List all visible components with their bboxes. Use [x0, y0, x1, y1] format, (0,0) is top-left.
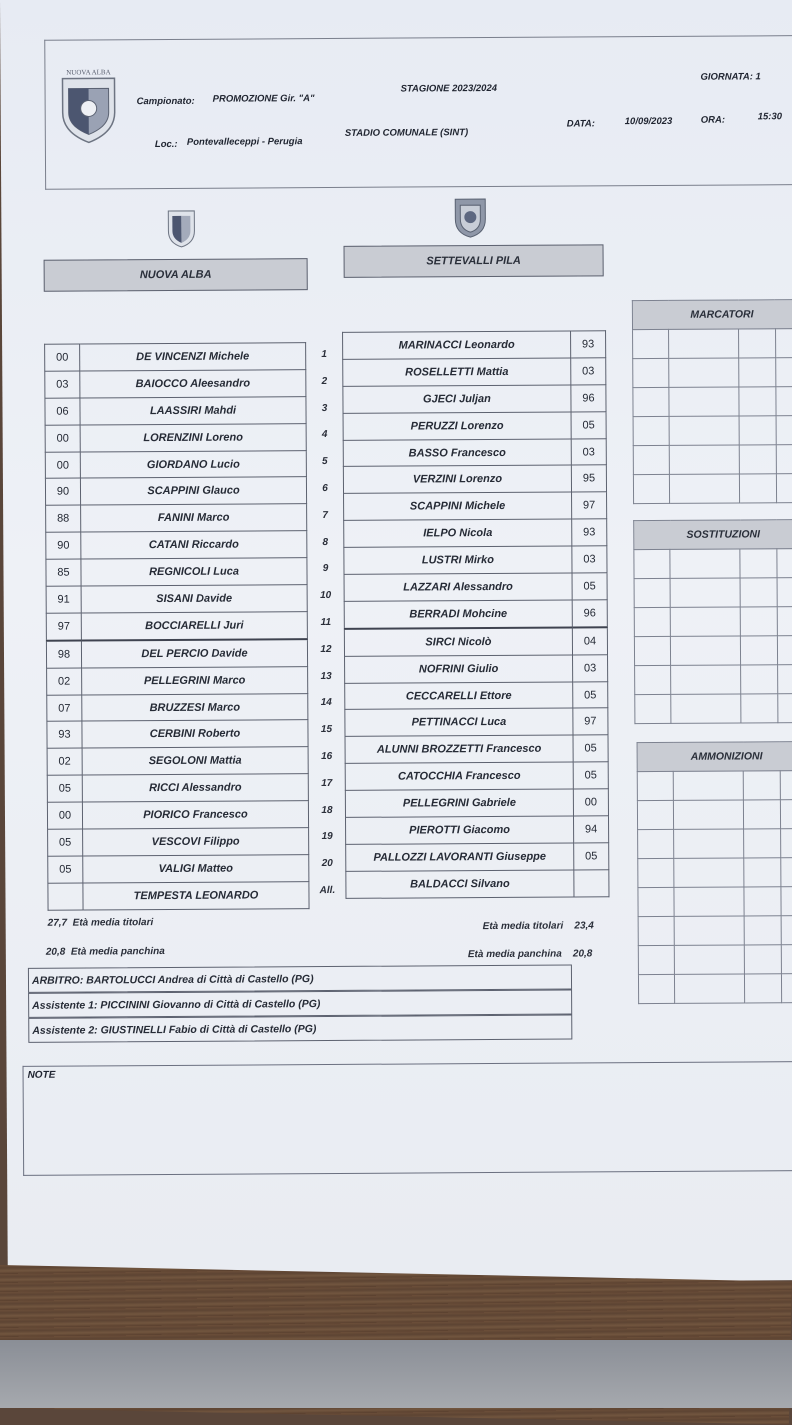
panel-cell: [638, 916, 675, 945]
panel-cell: [777, 607, 792, 636]
player-name: GJECI Juljan: [343, 385, 571, 413]
panel-cell: [739, 416, 776, 445]
player-name: PETTINACCI Luca: [345, 708, 573, 736]
panel-cell: [781, 887, 792, 916]
panel-row: [637, 771, 792, 801]
player-year: 97: [46, 613, 81, 641]
shirt-number: 16: [321, 750, 333, 763]
player-row: [344, 600, 607, 629]
player-name: FANINI Marco: [81, 504, 307, 532]
panel-cell: [670, 445, 740, 474]
player-row: [47, 666, 308, 694]
player-row: [47, 801, 308, 829]
panel-cell: [671, 607, 741, 636]
panel-cell: [635, 665, 672, 694]
panel-cell: [671, 665, 741, 694]
player-year: 91: [46, 586, 81, 613]
panel-cell: [675, 916, 745, 945]
panel-row: [634, 549, 792, 579]
logo-text: NUOVA ALBA: [66, 68, 111, 77]
panel-cell: [740, 578, 777, 607]
panel-cell: [669, 387, 739, 416]
panel-row: [633, 445, 792, 475]
away-avg-titolari: Età media titolari 23,4: [482, 920, 594, 933]
panel-cell: [741, 636, 778, 665]
panel-cell: [633, 358, 670, 387]
panel-cell: [777, 665, 792, 694]
player-year: 07: [47, 695, 82, 722]
shirt-number: 14: [320, 697, 332, 709]
panel-cell: [741, 665, 778, 694]
player-year: 95: [571, 465, 606, 492]
player-row: [344, 627, 607, 656]
panel-row: [638, 945, 792, 975]
data-label: DATA:: [566, 118, 595, 130]
player-name: GIORDANO Lucio: [80, 450, 306, 478]
shirt-number: 10: [320, 590, 332, 602]
panel-cell: [781, 916, 792, 945]
player-row: [48, 855, 309, 883]
player-year: 05: [572, 573, 607, 600]
player-row: [46, 558, 307, 586]
player-year: 85: [46, 559, 81, 586]
player-name: VESCOVI Filippo: [83, 828, 309, 856]
panel-row: [633, 416, 792, 446]
player-row: [47, 693, 308, 721]
player-year: 05: [571, 411, 606, 438]
player-year: 05: [573, 681, 608, 708]
player-year: 03: [572, 546, 607, 573]
panel-cell: [674, 771, 744, 800]
panel-row: [634, 607, 792, 637]
panel-cell: [634, 636, 671, 665]
player-row: [45, 477, 306, 505]
player-row: [343, 385, 606, 413]
panel-cell: [744, 800, 781, 829]
player-name: BERRADI Mohcine: [344, 600, 572, 629]
player-row: [343, 438, 606, 466]
player-name: PELLEGRINI Marco: [82, 666, 308, 694]
player-year: 90: [46, 532, 81, 559]
player-row: [47, 774, 308, 802]
arbitro-row: ARBITRO: BARTOLUCCI Andrea di Città di Castello (PG): [28, 965, 572, 993]
player-row: [344, 492, 607, 520]
panel-cell: [675, 974, 745, 1003]
shirt-number: 4: [321, 429, 328, 441]
player-year: 05: [573, 762, 608, 789]
shirt-number: 12: [320, 643, 332, 655]
shirt-number: 2: [321, 375, 328, 387]
player-year: 05: [47, 775, 82, 802]
player-name: BRUZZESI Marco: [82, 693, 308, 721]
panel-cell: [635, 694, 672, 723]
player-name: REGNICOLI Luca: [81, 558, 307, 586]
player-row: [46, 612, 307, 641]
panel-cell: [670, 578, 740, 607]
panel-cell: [674, 800, 744, 829]
player-name: BAIOCCO Aleesandro: [80, 370, 306, 398]
player-year: 90: [45, 478, 80, 505]
panel-cell: [638, 858, 675, 887]
player-name: LAZZARI Alessandro: [344, 573, 572, 601]
home-team-name: NUOVA ALBA: [44, 258, 308, 292]
away-team-logo-icon: [451, 193, 489, 239]
player-year: 00: [45, 452, 80, 479]
player-name: PERUZZI Lorenzo: [343, 412, 571, 440]
player-year: 00: [573, 789, 608, 816]
shirt-number: 18: [321, 804, 333, 816]
marcatori-heading: MARCATORI: [632, 300, 792, 330]
panel-cell: [781, 945, 792, 974]
panel-cell: [637, 771, 674, 800]
shirt-number: 1: [321, 349, 327, 361]
shirt-number: 7: [322, 509, 328, 521]
panel-row: [633, 329, 792, 359]
shirt-number: 13: [320, 670, 332, 682]
player-name: NOFRINI Giulio: [345, 655, 573, 683]
panel-cell: [775, 358, 792, 387]
panel-cell: [674, 858, 744, 887]
panel-cell: [670, 474, 740, 503]
panel-cell: [745, 974, 782, 1003]
panel-cell: [740, 549, 777, 578]
panel-cell: [634, 607, 671, 636]
panel-cell: [775, 387, 792, 416]
panel-cell: [739, 445, 776, 474]
player-row: [345, 681, 608, 709]
panel-cell: [775, 329, 792, 358]
player-row: [345, 708, 608, 736]
floor: [0, 1340, 792, 1408]
header-box: [44, 35, 792, 190]
sostituzioni-panel: [633, 519, 792, 724]
campionato-label: Campionato:: [136, 95, 195, 108]
player-name: DEL PERCIO Davide: [81, 639, 307, 668]
note-label: NOTE: [27, 1069, 56, 1081]
player-row: [346, 843, 609, 871]
player-year: 00: [45, 425, 80, 452]
loc-label: Loc.:: [154, 138, 178, 151]
player-name: CECCARELLI Ettore: [345, 682, 573, 710]
player-name: BALDACCI Silvano: [346, 870, 574, 898]
player-name: CATANI Riccardo: [81, 531, 307, 559]
player-row: [45, 370, 306, 398]
player-name: PELLEGRINI Gabriele: [345, 789, 573, 817]
player-year: 97: [572, 492, 607, 519]
player-year: 05: [573, 735, 608, 762]
player-year: 96: [572, 600, 607, 628]
player-name: TEMPESTA LEONARDO: [83, 881, 309, 909]
shirt-number: 3: [321, 402, 328, 414]
player-name: ROSELLETTI Mattia: [343, 358, 571, 386]
player-row: [345, 654, 608, 682]
panel-cell: [780, 800, 792, 829]
data-value: 10/09/2023: [624, 115, 673, 128]
player-row: [46, 531, 307, 559]
player-year: 93: [572, 519, 607, 546]
panel-cell: [744, 916, 781, 945]
panel-cell: [776, 445, 792, 474]
player-name: MARINACCI Leonardo: [343, 331, 571, 359]
panel-cell: [744, 945, 781, 974]
player-name: SCAPPINI Michele: [344, 492, 572, 520]
player-name: LUSTRI Mirko: [344, 546, 572, 574]
panel-row: [638, 829, 792, 859]
panel-cell: [744, 887, 781, 916]
player-row: [48, 828, 309, 856]
player-row: [47, 720, 308, 748]
panel-cell: [633, 329, 670, 358]
shirt-number: 20: [321, 858, 333, 870]
player-name: SCAPPINI Glauco: [80, 477, 306, 505]
panel-cell: [671, 636, 741, 665]
panel-cell: [633, 445, 670, 474]
panel-cell: [669, 358, 739, 387]
panel-row: [633, 387, 792, 417]
shirt-number: 15: [320, 724, 333, 736]
player-year: 88: [46, 505, 81, 532]
player-name: IELPO Nicola: [344, 519, 572, 547]
panel-cell: [739, 358, 776, 387]
panel-cell: [777, 578, 792, 607]
player-year: 98: [46, 640, 81, 668]
panel-cell: [669, 416, 739, 445]
panel-cell: [637, 800, 674, 829]
player-row: [344, 573, 607, 601]
shirt-number: All.: [319, 884, 336, 897]
player-row: [46, 639, 307, 668]
player-row: [46, 585, 307, 613]
panel-cell: [633, 387, 670, 416]
player-row: [345, 735, 608, 763]
player-name: CATOCCHIA Francesco: [345, 762, 573, 790]
player-row: [346, 870, 609, 898]
shirt-number: 9: [322, 563, 329, 575]
player-name: PALLOZZI LAVORANTI Giuseppe: [346, 843, 574, 871]
marcatori-panel: [632, 299, 792, 504]
player-year: 96: [571, 385, 606, 412]
player-row: [47, 747, 308, 775]
shirt-numbers: [308, 342, 343, 905]
player-year: 05: [48, 856, 83, 883]
panel-cell: [777, 636, 792, 665]
player-row: [45, 450, 306, 478]
stagione-label: STAGIONE 2023/2024: [400, 82, 498, 95]
panel-cell: [674, 887, 744, 916]
panel-cell: [776, 549, 792, 578]
panel-cell: [633, 416, 670, 445]
panel-cell: [740, 607, 777, 636]
panel-cell: [634, 549, 671, 578]
panel-cell: [743, 771, 780, 800]
player-name: RICCI Alessandro: [82, 774, 308, 802]
player-name: DE VINCENZI Michele: [80, 343, 306, 371]
player-year: 00: [45, 344, 80, 371]
panel-cell: [776, 416, 792, 445]
assistente-2-row: Assistente 2: GIUSTINELLI Fabio di Città di Castello (PG): [28, 1015, 572, 1043]
panel-cell: [739, 387, 776, 416]
player-row: [343, 465, 606, 493]
player-row: [345, 762, 608, 790]
shirt-number: 17: [321, 777, 333, 789]
player-row: [343, 411, 606, 439]
campionato-value: PROMOZIONE Gir. "A": [212, 93, 315, 105]
player-row: [45, 343, 306, 371]
panel-cell: [740, 474, 777, 503]
player-year: 05: [574, 843, 609, 870]
player-name: BASSO Francesco: [343, 439, 571, 467]
player-year: [48, 883, 83, 910]
player-year: 93: [47, 721, 82, 748]
panel-row: [635, 694, 792, 724]
panel-cell: [780, 858, 792, 887]
player-name: BOCCIARELLI Juri: [81, 612, 307, 641]
player-row: [343, 358, 606, 386]
panel-cell: [741, 694, 778, 723]
player-name: LAASSIRI Mahdi: [80, 396, 306, 424]
player-row: [345, 789, 608, 817]
panel-cell: [670, 549, 740, 578]
ora-value: 15:30: [757, 111, 783, 123]
shirt-number: 8: [322, 536, 329, 548]
panel-cell: [780, 771, 792, 800]
player-year: 05: [48, 829, 83, 856]
stadio-label: STADIO COMUNALE (SINT): [344, 127, 469, 139]
shirt-number: 11: [320, 616, 332, 629]
loc-value: Pontevalleceppi - Perugia: [186, 136, 303, 148]
panel-cell: [634, 578, 671, 607]
player-year: 03: [45, 371, 80, 398]
panel-row: [638, 974, 792, 1004]
player-year: 03: [571, 438, 606, 465]
panel-row: [634, 636, 792, 666]
player-year: [574, 870, 609, 897]
home-roster-table: [44, 342, 309, 910]
panel-cell: [674, 829, 744, 858]
panel-cell: [744, 829, 781, 858]
panel-cell: [669, 329, 739, 358]
player-row: [344, 546, 607, 574]
ammonizioni-panel: [637, 741, 792, 1004]
player-name: SISANI Davide: [81, 585, 307, 613]
player-name: CERBINI Roberto: [82, 720, 308, 748]
home-team-logo-icon: [165, 205, 197, 249]
panel-cell: [638, 829, 675, 858]
player-name: PIEROTTI Giacomo: [345, 816, 573, 844]
panel-cell: [638, 974, 675, 1003]
player-year: 93: [571, 331, 606, 358]
panel-row: [637, 800, 792, 830]
player-name: SEGOLONI Mattia: [82, 747, 308, 775]
shirt-number: 5: [322, 456, 328, 468]
home-avg-panchina: 20,8 Età media panchina: [45, 946, 165, 958]
away-roster-table: [342, 330, 609, 898]
player-row: [48, 881, 309, 909]
sostituzioni-heading: SOSTITUZIONI: [634, 520, 792, 550]
player-name: ALUNNI BROZZETTI Francesco: [345, 735, 573, 763]
panel-cell: [780, 829, 792, 858]
assistente-1-row: Assistente 1: PICCININI Giovanno di Città di Castello (PG): [28, 990, 572, 1018]
panel-cell: [739, 329, 776, 358]
panel-row: [638, 858, 792, 888]
shirt-number: 6: [322, 482, 328, 495]
away-team-name: SETTEVALLI PILA: [344, 244, 604, 278]
player-name: LORENZINI Loreno: [80, 423, 306, 451]
player-year: 97: [573, 708, 608, 735]
player-row: [45, 423, 306, 451]
player-year: 02: [47, 748, 82, 775]
panel-cell: [781, 974, 792, 1003]
player-year: 94: [573, 816, 608, 843]
panel-row: [638, 916, 792, 946]
panel-cell: [777, 694, 792, 723]
player-year: 00: [47, 802, 82, 829]
panel-cell: [638, 887, 675, 916]
panel-row: [638, 887, 792, 917]
player-year: 02: [47, 668, 82, 695]
ammonizioni-heading: AMMONIZIONI: [637, 742, 792, 772]
player-name: PIORICO Francesco: [82, 801, 308, 829]
player-row: [46, 504, 307, 532]
giornata-label: GIORNATA: 1: [700, 71, 761, 83]
player-year: 03: [571, 358, 606, 385]
away-avg-panchina: Età media panchina 20,8: [467, 948, 593, 961]
player-row: [344, 519, 607, 547]
panel-row: [633, 358, 792, 388]
panel-row: [634, 578, 792, 608]
player-row: [343, 331, 606, 359]
panel-cell: [776, 474, 792, 503]
player-name: VALIGI Matteo: [83, 855, 309, 883]
panel-row: [633, 474, 792, 504]
panel-row: [635, 665, 792, 695]
shirt-number: 19: [321, 831, 333, 843]
panel-cell: [633, 474, 670, 503]
panel-cell: [671, 694, 741, 723]
player-row: [345, 816, 608, 844]
player-name: VERZINI Lorenzo: [343, 465, 571, 493]
note-box: [23, 1061, 792, 1176]
panel-cell: [638, 945, 675, 974]
ora-label: ORA:: [700, 114, 726, 126]
player-year: 03: [573, 654, 608, 681]
panel-cell: [675, 945, 745, 974]
panel-cell: [744, 858, 781, 887]
player-name: SIRCI Nicolò: [344, 627, 572, 656]
player-year: 06: [45, 398, 80, 425]
player-row: [45, 396, 306, 424]
home-avg-titolari: 27,7 Età media titolari: [47, 917, 154, 929]
nuova-alba-logo-icon: [56, 64, 120, 144]
player-year: 04: [572, 627, 607, 655]
